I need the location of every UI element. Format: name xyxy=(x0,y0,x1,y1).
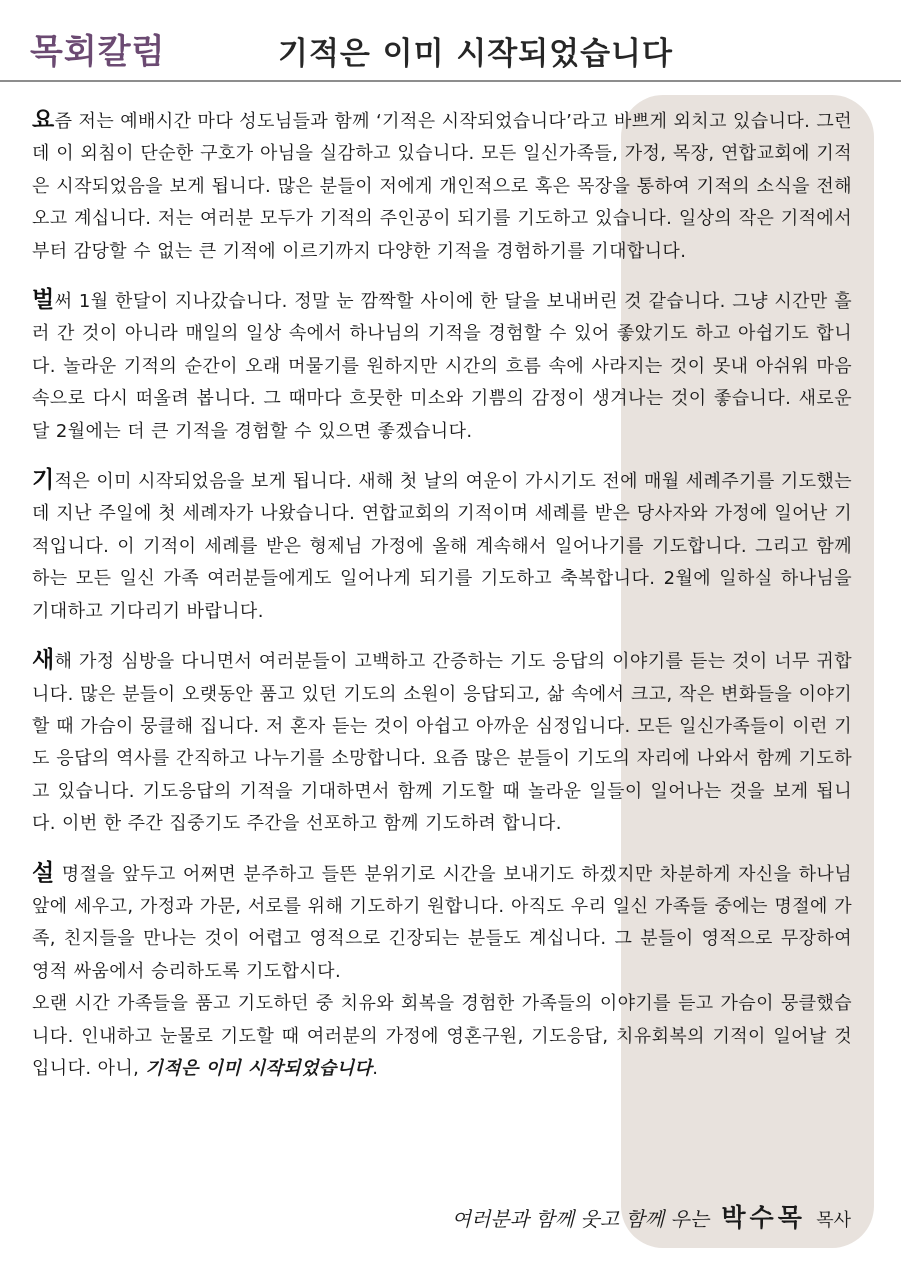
column-header xyxy=(0,0,901,82)
lead-letter: 요 xyxy=(32,107,55,133)
closing-emphasis: 기적은 이미 시작되었습니다 xyxy=(145,1057,373,1079)
column-label: 목회칼럼 xyxy=(30,32,166,72)
paragraph-text: 적은 이미 시작되었음을 보게 됩니다. 새해 첫 날의 여운이 가시기도 전에 매월 세례주기를 기도했는데 지난 주일에 첫 세례자가 나왔습니다. 연합교회의 기적이며 세례를 받은 당사자와 가정에 일어난 기적입니다. 이 기적이 세례를 받은 형제님 가정에 올해 계속해서 일어나기를 기도합니다. 그리고 함께 하는 모든 일신 가족 여러분들에게도 일어나게 되기를 기도하고 축복합니다. 2월에 일하실 하나님을 기대하고 기다리기 바랍니다. xyxy=(32,471,852,622)
closing-paragraph xyxy=(32,988,852,1085)
paragraph-text: 즘 저는 예배시간 마다 성도님들과 함께 ‘기적은 시작되었습니다’라고 바쁘게 외치고 있습니다. 그런데 이 외침이 단순한 구호가 아님을 실감하고 있습니다. 모든 일신가족들, 가정, 목장, 연합교회에 기적은 시작되었음을 보게 됩니다. 많은 분들이 저에게 개인적으로 혹은 목장을 통하여 기적의 소식을 전해 오고 계십니다. 저는 여러분 모두가 기적의 주인공이 되기를 기도하고 있습니다. 일상의 작은 기적에서부터 감당할 수 없는 큰 기적에 이르기까지 다양한 기적을 경험하기를 기대합니다. xyxy=(32,111,852,262)
lead-letter: 벌 xyxy=(32,287,55,314)
signature xyxy=(452,1198,851,1234)
closing-text: 오랜 시간 가족들을 품고 기도하던 중 치유와 회복을 경험한 가족들의 이야기를 듣고 가슴이 뭉클했습니다. 인내하고 눈물로 기도할 때 여러분의 가정에 영혼구원, 기도응답, 치유회복의 기적이 일어날 것입니다. 아니, xyxy=(32,993,852,1079)
paragraph xyxy=(32,857,852,989)
paragraph-text: 써 1월 한달이 지나갔습니다. 정말 눈 깜짝할 사이에 한 달을 보내버린 것 같습니다. 그냥 시간만 흘러 간 것이 아니라 매일의 일상 속에서 하나님의 기적을 경험할 수 있어 좋았기도 하고 아쉽기도 합니다. 놀라운 기적의 순간이 오래 머물기를 원하지만 시간의 흐름 속에 사라지는 것이 못내 아쉬워 마음 속으로 다시 떠올려 봅니다. 그 때마다 흐뭇한 미소와 기쁨의 감정이 생겨나는 것이 좋습니다. 새로운 달 2월에는 더 큰 기적을 경험할 수 있으면 좋겠습니다. xyxy=(32,291,852,442)
signature-prefix: 여러분과 함께 웃고 함께 우는 xyxy=(451,1207,710,1231)
column-body xyxy=(32,104,852,1085)
column-title: 기적은 이미 시작되었습니다 xyxy=(278,36,673,72)
paragraph xyxy=(32,284,852,448)
paragraph xyxy=(32,464,852,628)
paragraph-text: 해 가정 심방을 다니면서 여러분들이 고백하고 간증하는 기도 응답의 이야기를 듣는 것이 너무 귀합니다. 많은 분들이 오랫동안 품고 있던 기도의 소원이 응답되고, 삶 속에서 크고, 작은 변화들을 이야기할 때 가슴이 뭉클해 집니다. 저 혼자 듣는 것이 아쉽고 아까운 심정입니다. 모든 일신가족들이 이런 기도 응답의 역사를 간직하고 나누기를 소망합니다. 요즘 많은 분들이 기도의 자리에 나와서 함께 기도하고 있습니다. 기도응답의 기적을 기대하면서 함께 기도할 때 놀라운 일들이 일어나는 것을 보게 됩니다. 이번 한 주간 집중기도 주간을 선포하고 함께 기도하려 합니다. xyxy=(32,651,852,835)
header-divider xyxy=(0,80,901,82)
paragraph-text: 명절을 앞두고 어쩌면 분주하고 들뜬 분위기로 시간을 보내기도 하겠지만 차분하게 자신을 하나님 앞에 세우고, 가정과 가문, 서로를 위해 기도하기 원합니다. 아직도 우리 일신 가족들 중에는 명절에 가족, 친지들을 만나는 것이 어렵고 영적으로 긴장되는 분들도 계십니다. 그 분들이 영적으로 무장하여 영적 싸움에서 승리하도록 기도합시다. xyxy=(32,863,852,982)
closing-end: . xyxy=(372,1057,379,1079)
signature-name: 박수목 xyxy=(721,1203,806,1232)
lead-letter: 새 xyxy=(32,647,55,674)
lead-letter: 설 xyxy=(32,859,55,886)
signature-title: 목사 xyxy=(816,1210,851,1231)
paragraph xyxy=(32,104,852,268)
paragraph xyxy=(32,644,852,840)
lead-letter: 기 xyxy=(32,467,55,494)
